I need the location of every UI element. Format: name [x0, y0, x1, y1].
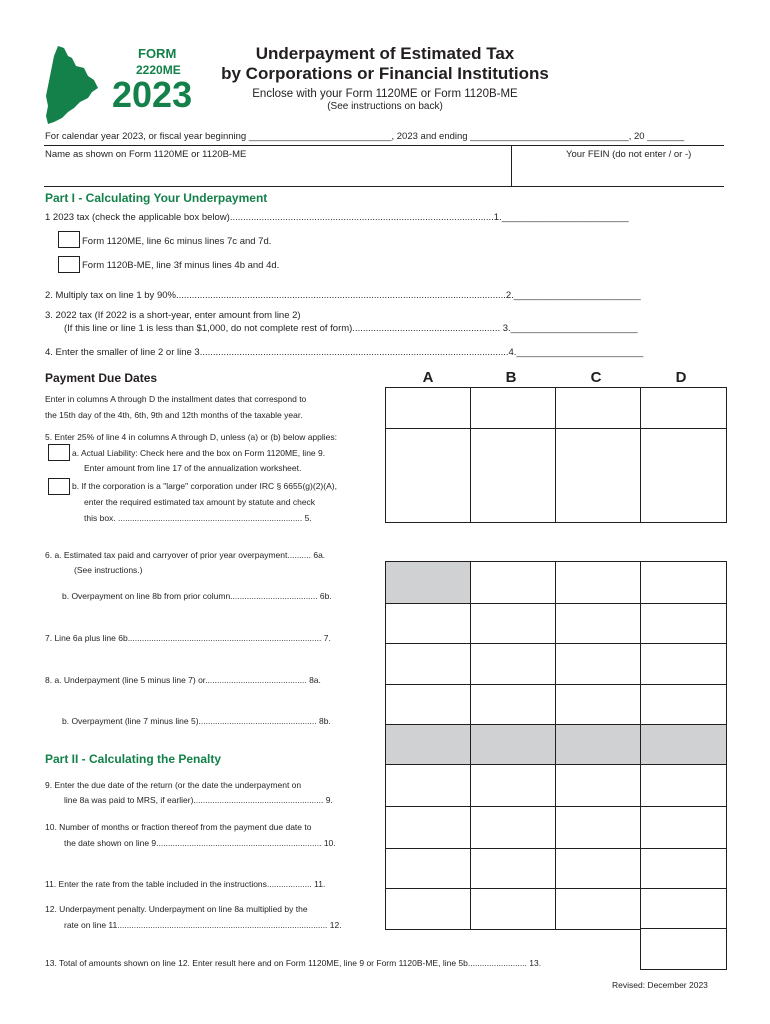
line6a-col-c-cell[interactable]: [555, 561, 642, 605]
option-1120bme-label: Form 1120B-ME, line 3f minus lines 4b and 4d.: [82, 260, 280, 271]
line12-col-c-cell[interactable]: [555, 888, 642, 930]
line8a-col-a-cell[interactable]: [385, 684, 472, 726]
line9-col-a-cell[interactable]: [385, 764, 472, 808]
line2[interactable]: 2. Multiply tax on line 1 by 90%.............................................................................................................................2.________________________: [45, 290, 641, 301]
line12-text-2: rate on line 11......................................................................................... 12.: [64, 920, 342, 930]
line9-col-b-cell[interactable]: [470, 764, 557, 808]
line6a-col-b-cell[interactable]: [470, 561, 557, 605]
fein-label: Your FEIN (do not enter / or -): [566, 149, 692, 160]
due-date-col-a-cell[interactable]: [385, 387, 472, 430]
line10-col-d-cell[interactable]: [640, 806, 727, 850]
line8b-col-a-cell: [385, 724, 472, 766]
form-word: FORM: [138, 46, 177, 61]
due-date-col-c-cell[interactable]: [555, 387, 642, 430]
line5-col-d-cell[interactable]: [640, 428, 727, 523]
line5a-text-2: Enter amount from line 17 of the annualization worksheet.: [84, 463, 302, 473]
part2-heading: Part II - Calculating the Penalty: [45, 752, 222, 766]
fiscal-year-line[interactable]: For calendar year 2023, or fiscal year beginning ___________________________, 2023 and ending ______________________________, 20 _______: [45, 131, 685, 142]
enclose-note: Enclose with your Form 1120ME or Form 1120B-ME: [252, 88, 518, 100]
line8a-text: 8. a. Underpayment (line 5 minus line 7) or........................................... 8a.: [45, 675, 321, 685]
line7-col-c-cell[interactable]: [555, 643, 642, 686]
checkbox-5a[interactable]: [48, 444, 70, 461]
line9-col-d-cell[interactable]: [640, 764, 727, 808]
line10-text-2: the date shown on line 9...................................................................... 10.: [64, 838, 336, 848]
line11-col-a-cell[interactable]: [385, 848, 472, 890]
part1-heading: Part I - Calculating Your Underpayment: [45, 191, 268, 205]
line5-title: 5. Enter 25% of line 4 in columns A through D, unless (a) or (b) below applies:: [45, 432, 337, 442]
option-1120me-label: Form 1120ME, line 6c minus lines 7c and 7d.: [82, 236, 272, 247]
line11-col-b-cell[interactable]: [470, 848, 557, 890]
name-label: Name as shown on Form 1120ME or 1120B-ME: [45, 149, 247, 160]
line6b-text: b. Overpayment on line 8b from prior column..................................... 6b.: [62, 591, 332, 601]
line6a-col-a-cell: [385, 561, 472, 605]
form-year: 2023: [112, 74, 193, 115]
line6b-col-b-cell[interactable]: [470, 603, 557, 645]
line7-col-d-cell[interactable]: [640, 643, 727, 686]
line9-text-1: 9. Enter the due date of the return (or the date the underpayment on: [45, 780, 302, 790]
due-dates-instruction-2: the 15th day of the 4th, 6th, 9th and 12th months of the taxable year.: [45, 410, 303, 420]
line6b-col-c-cell[interactable]: [555, 603, 642, 645]
line5-col-b-cell[interactable]: [470, 428, 557, 523]
line5-col-c-cell[interactable]: [555, 428, 642, 523]
line13-total-cell[interactable]: [640, 928, 727, 970]
see-instructions-note: (See instructions on back): [327, 101, 443, 112]
line9-col-c-cell[interactable]: [555, 764, 642, 808]
line5a-text-1: a. Actual Liability: Check here and the box on Form 1120ME, line 9.: [72, 448, 326, 458]
line12-col-a-cell[interactable]: [385, 888, 472, 930]
line8b-col-b-cell: [470, 724, 557, 766]
line7-text: 7. Line 6a plus line 6b.................................................................................. 7.: [45, 633, 331, 643]
line6a-col-d-cell[interactable]: [640, 561, 727, 605]
line12-text-1: 12. Underpayment penalty. Underpayment on line 8a multiplied by the: [45, 904, 308, 914]
checkbox-5b[interactable]: [48, 478, 70, 495]
line10-col-b-cell[interactable]: [470, 806, 557, 850]
name-field-underline[interactable]: [44, 186, 724, 187]
checkbox-1120me[interactable]: [58, 231, 80, 248]
line6a-text: 6. a. Estimated tax paid and carryover of prior year overpayment.......... 6a.: [45, 550, 326, 560]
line11-col-c-cell[interactable]: [555, 848, 642, 890]
line6b-col-a-cell[interactable]: [385, 603, 472, 645]
line4[interactable]: 4. Enter the smaller of line 2 or line 3.....................................................................................................................4.________________________: [45, 347, 644, 358]
divider: [44, 145, 724, 146]
due-date-col-b-cell[interactable]: [470, 387, 557, 430]
column-c-header: C: [590, 369, 602, 386]
line6b-col-d-cell[interactable]: [640, 603, 727, 645]
checkbox-1120bme[interactable]: [58, 256, 80, 273]
column-b-header: B: [505, 369, 517, 386]
form-number: 2220ME: [136, 63, 181, 77]
line10-text-1: 10. Number of months or fraction thereof from the payment due date to: [45, 822, 312, 832]
line8a-col-d-cell[interactable]: [640, 684, 727, 726]
line7-col-a-cell[interactable]: [385, 643, 472, 686]
line8b-text: b. Overpayment (line 7 minus line 5).................................................. 8b.: [62, 716, 331, 726]
line5b-text-2: enter the required estimated tax amount by statute and check: [84, 497, 316, 507]
due-date-col-d-cell[interactable]: [640, 387, 727, 430]
due-dates-instruction-1: Enter in columns A through D the installment dates that correspond to: [45, 394, 307, 404]
line5b-text-1: b. If the corporation is a "large" corporation under IRC § 6655(g)(2)(A),: [72, 481, 337, 491]
line11-text: 11. Enter the rate from the table included in the instructions................... 11.: [45, 879, 326, 889]
column-d-header: D: [675, 369, 687, 386]
line12-col-d-cell[interactable]: [640, 888, 727, 930]
line8b-col-d-cell: [640, 724, 727, 766]
form-title-line2: by Corporations or Financial Institutions: [221, 64, 549, 83]
line5-col-a-cell[interactable]: [385, 428, 472, 523]
line11-col-d-cell[interactable]: [640, 848, 727, 890]
line8b-col-c-cell: [555, 724, 642, 766]
payment-due-dates-heading: Payment Due Dates: [45, 371, 158, 385]
line9-text-2: line 8a was paid to MRS, if earlier)....................................................... 9.: [64, 795, 333, 805]
fein-divider: [511, 145, 512, 187]
line8a-col-b-cell[interactable]: [470, 684, 557, 726]
form-title-line1: Underpayment of Estimated Tax: [255, 44, 515, 63]
line13-text: 13. Total of amounts shown on line 12. Enter result here and on Form 1120ME, line 9 or Form 1120B-ME, line 5b......................... 13.: [45, 958, 542, 968]
maine-state-map-logo: [44, 46, 100, 126]
line10-col-a-cell[interactable]: [385, 806, 472, 850]
line7-col-b-cell[interactable]: [470, 643, 557, 686]
line5b-text-3: this box. .............................................................................. 5.: [84, 513, 312, 523]
line6a-note: (See instructions.): [74, 565, 143, 575]
line3[interactable]: (If this line or line 1 is less than $1,000, do not complete rest of form)........................................................ 3.________________________: [64, 323, 638, 334]
revised-date: Revised: December 2023: [612, 980, 708, 990]
line3-title: 3. 2022 tax (If 2022 is a short-year, enter amount from line 2): [45, 310, 301, 321]
line12-col-b-cell[interactable]: [470, 888, 557, 930]
line10-col-c-cell[interactable]: [555, 806, 642, 850]
line1[interactable]: 1 2023 tax (check the applicable box below)....................................................................................................1.________________________: [45, 212, 629, 223]
column-a-header: A: [422, 369, 434, 386]
line8a-col-c-cell[interactable]: [555, 684, 642, 726]
